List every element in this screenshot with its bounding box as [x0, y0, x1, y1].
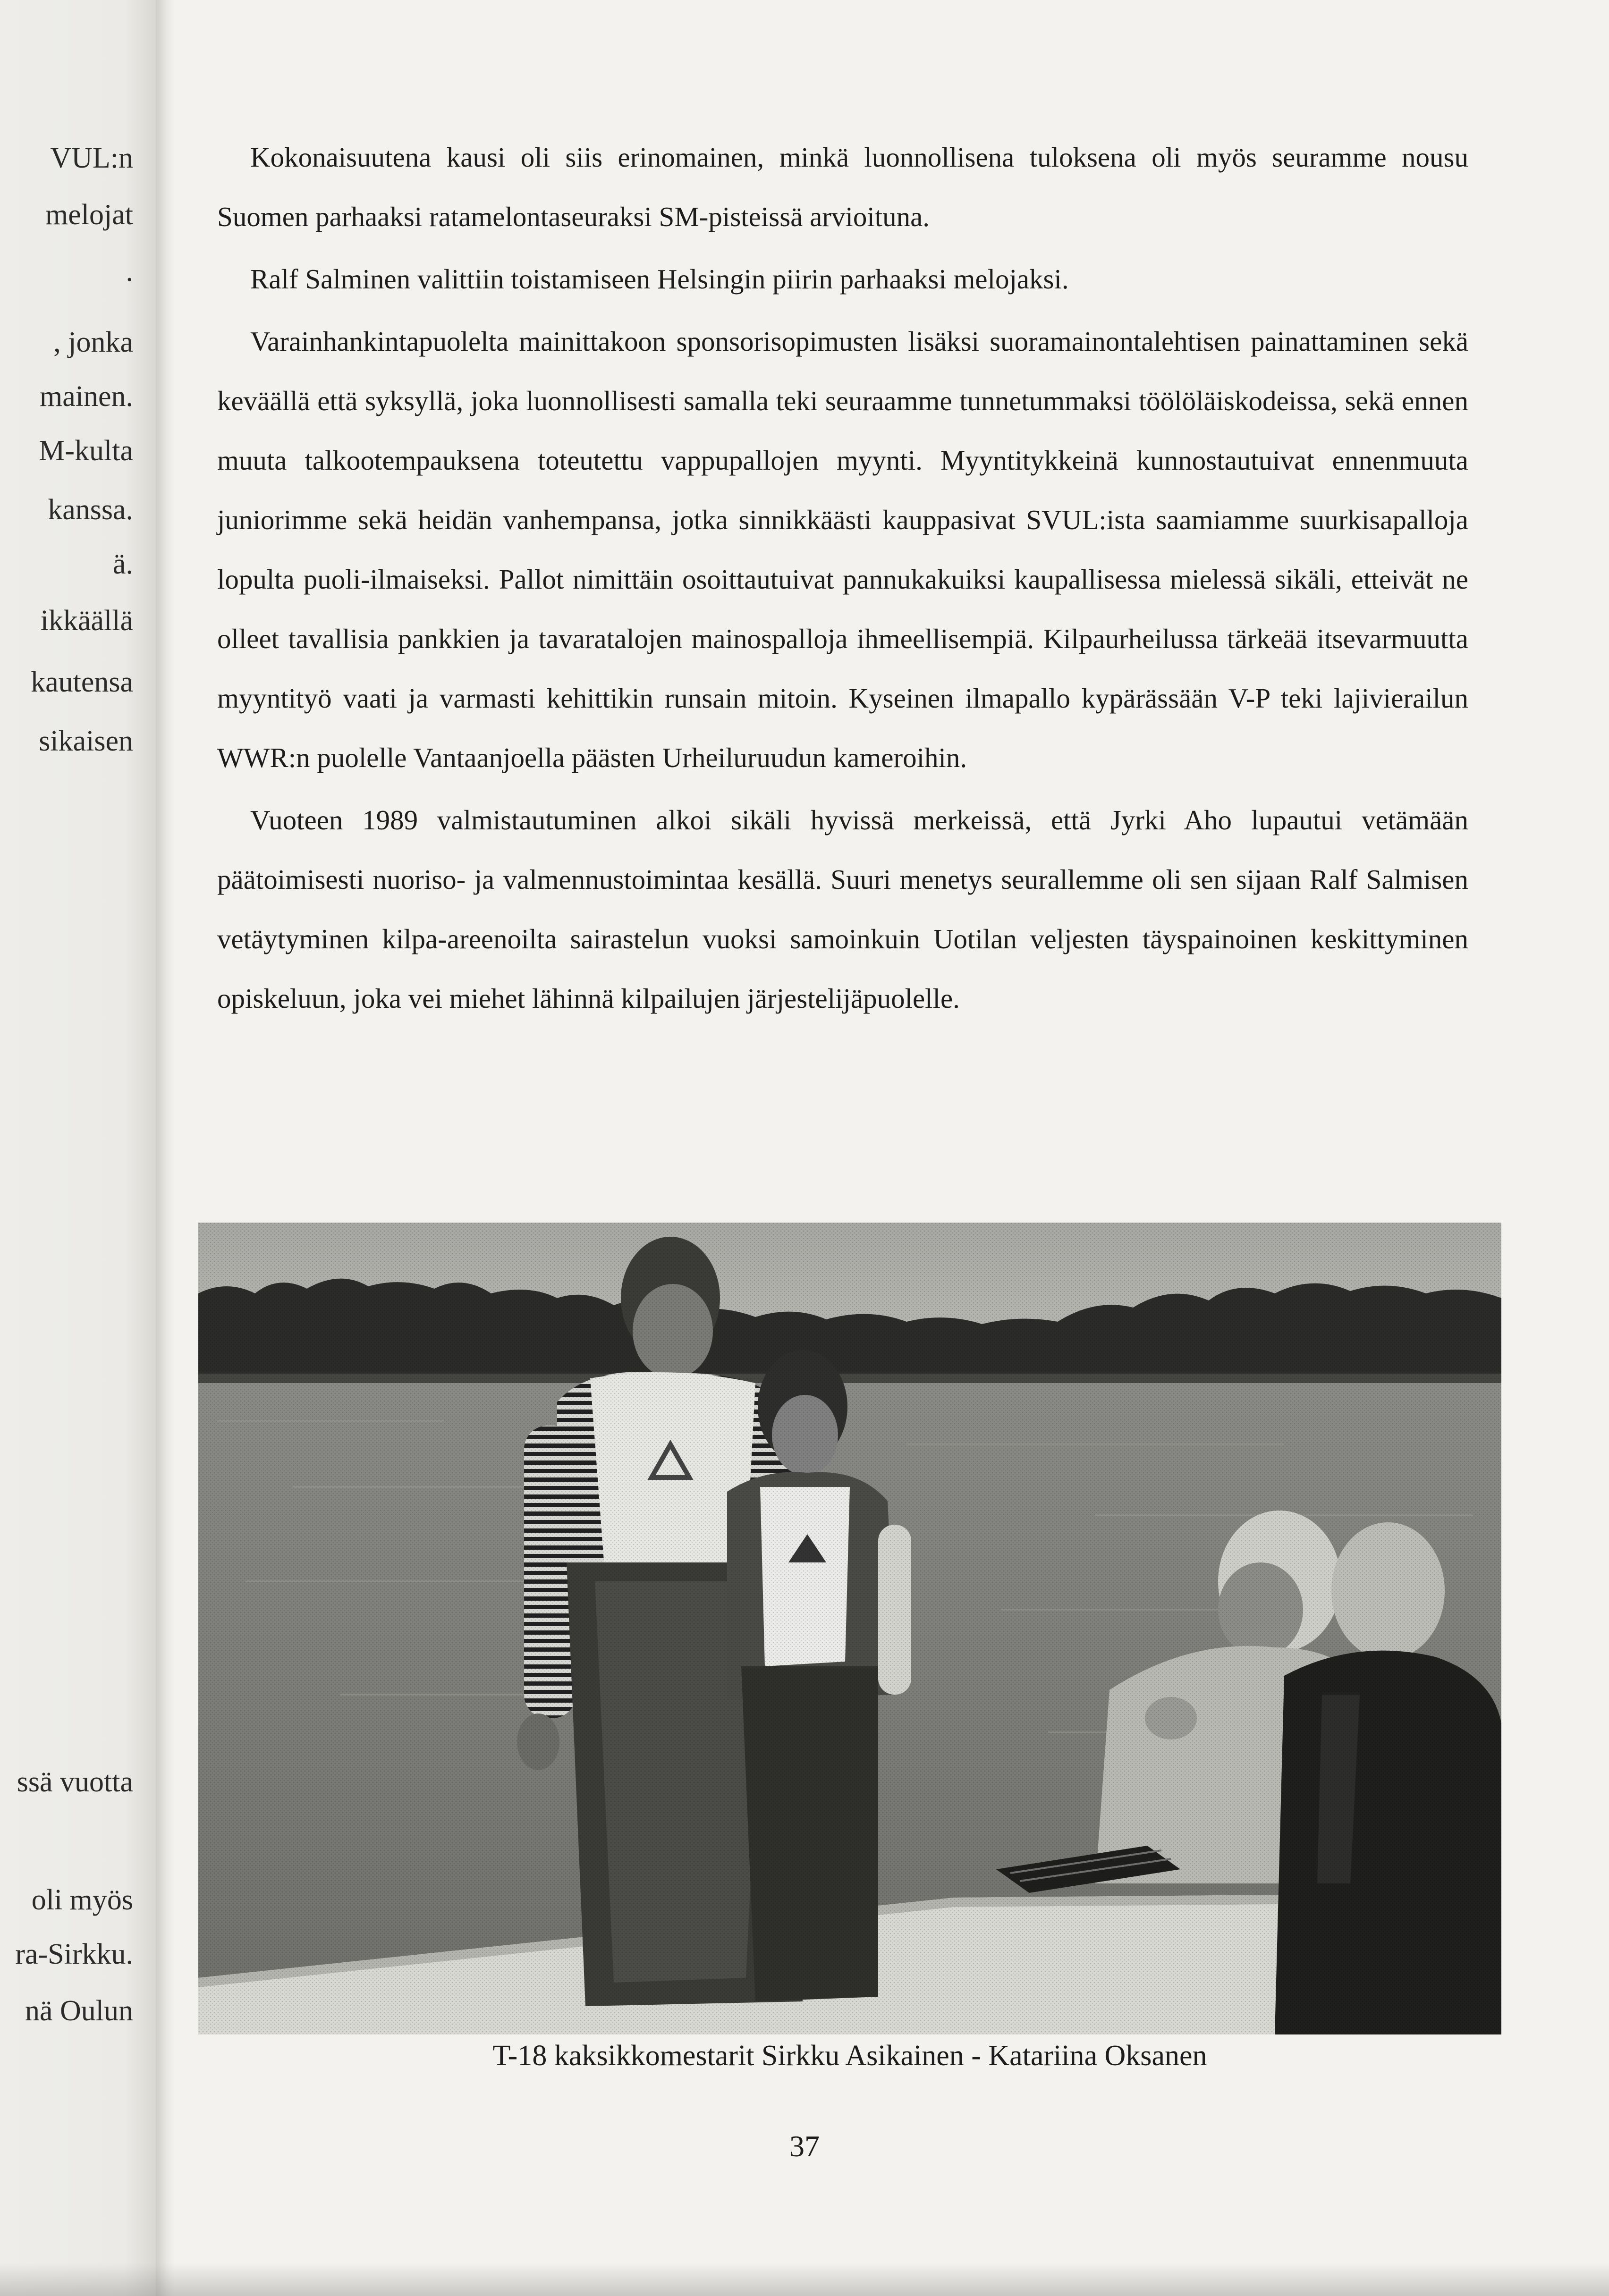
previous-page-fragment: [0, 0, 156, 2296]
fragment-text: ikkäällä: [40, 605, 133, 637]
paragraph: Ralf Salminen valittiin toistamiseen Helsingin piirin parhaaksi melojaksi.: [250, 263, 1069, 295]
fragment-text: kanssa.: [48, 494, 133, 526]
fragment-text: melojat: [45, 199, 133, 231]
page-number: 37: [789, 2129, 820, 2163]
book-gutter: [156, 0, 175, 2296]
photo-illustration: [198, 1223, 1501, 2034]
photo-caption: T-18 kaksikkomestarit Sirkku Asikainen - Katariina Oksanen: [492, 2040, 1207, 2072]
fragment-text: nä Oulun: [25, 1995, 133, 2027]
paragraph: Vuoteen 1989 valmistautuminen alkoi sikäli hyvissä merkeissä, että Jyrki Aho lupautui vetämään päätoimisesti nuoriso- ja valmennustoimintaa kesällä. Suuri menetys seurallemme oli sen sijaan Ralf Salmisen vetäytyminen kilpa-areenoilta sairastelun vuoksi samoinkuin Uotilan veljesten täyspainoinen keskittyminen opiskeluun, joka vei miehet lähinnä kilpailujen järjestelijäpuolelle.: [217, 804, 1468, 1014]
fragment-text: , jonka: [53, 326, 133, 358]
fragment-text: M-kulta: [39, 435, 133, 467]
fragment-text: VUL:n: [50, 142, 133, 174]
photograph: [198, 1223, 1501, 2034]
fragment-text: mainen.: [40, 380, 133, 413]
fragment-text: ssä vuotta: [17, 1766, 133, 1798]
page-body: [217, 127, 1468, 1028]
paragraph: Kokonaisuutena kausi oli siis erinomainen, minkä luonnollisena tuloksena oli myös seuramme nousu Suomen parhaaksi ratamelontaseuraksi SM-pisteissä arvioituna.: [217, 142, 1468, 232]
fragment-text: kautensa: [31, 666, 133, 698]
fragment-text: oli myös: [31, 1884, 133, 1916]
paragraph: Varainhankintapuolelta mainittakoon sponsorisopimusten lisäksi suoramainontalehtisen painattaminen sekä keväällä että syksyllä, joka luonnollisesti samalla teki seuraamme tunnetummaksi töölöläiskodeissa, sekä ennen muuta talkootempauksena toteutettu vappupallojen myynti. Myyntitykkeinä kunnostautuivat ennenmuuta juniorimme sekä heidän vanhempansa, jotka sinnikkäästi kauppasivat SVUL:ista saamiamme suurkisapalloja lopulta puoli-ilmaiseksi. Pallot nimittäin osoittautuivat pannukakuiksi kaupallisessa mielessä sikäli, etteivät ne olleet tavallisia pankkien ja tavaratalojen mainospalloja ihmeellisempiä. Kilpaurheilussa tärkeää itsevarmuutta myyntityö vaati ja varmasti kehittikin runsain mitoin. Kyseinen ilmapallo kypärässään V-P teki lajivierailun WWR:n puolelle Vantaanjoella päästen Urheiluruudun kameroihin.: [217, 326, 1468, 773]
fragment-text: sikaisen: [39, 725, 133, 757]
fragment-text: ra-Sirkku.: [15, 1938, 133, 1970]
fragment-text: ä.: [112, 548, 133, 580]
fragment-text: .: [126, 255, 133, 287]
scan-shadow: [0, 2263, 1609, 2296]
